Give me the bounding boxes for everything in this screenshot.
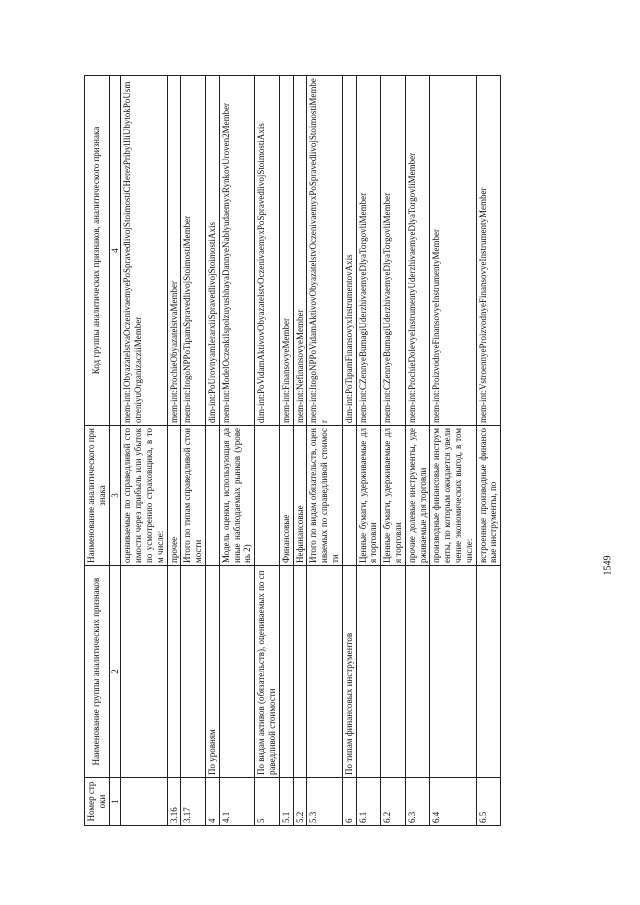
group-name-cell: По уровням [205,566,219,778]
group-name-cell: По видам активов (обязательств), оцениваемых по справедливой стоимости [255,566,280,778]
attribute-name-cell [342,426,356,566]
table-row [342,76,356,826]
table-row [356,76,381,826]
row-number-cell: 5.2 [293,778,307,826]
row-number-cell: 4.1 [219,778,254,826]
table-row [181,76,206,826]
header-group-name: Наименование группы аналитических признаков [85,566,110,778]
code-cell: dim-int:PoVidamAktivovObyazatelstvOczenivaemyxPoSpravedlivojStoimostiAxis [255,76,280,426]
group-name-cell [405,566,430,778]
row-number-cell: 6 [342,778,356,826]
code-cell: mem-int:NefinansovyeMember [293,76,307,426]
code-cell: mem-int:ProizvodnyeFinansovyeInstrumentyMember [430,76,476,426]
attribute-name-cell: Финансовые [279,426,293,566]
table-row [307,76,342,826]
group-name-cell [381,566,406,778]
row-number-cell: 6.5 [476,778,501,826]
attributes-table [84,75,501,826]
code-cell: dim-int:PoUrovnyamIerarxiiSpravedlivojStoimostiAxis [205,76,219,426]
attribute-name-cell [255,426,280,566]
index-cell: 3 [109,426,121,566]
code-cell: mem-int:IObyazatelstvaOczenivaemyePoSpravedlivojStoimostiCHerezPribylIliUbytokPoUsmotreniyuOrganizacziiMember [121,76,167,426]
header-row-number: Номер строки [85,778,110,826]
table-row [121,76,167,826]
code-cell: dim-int:PoTipamFinansovyxInstrumentovAxis [342,76,356,426]
group-name-cell [307,566,342,778]
attribute-name-cell: Итого по видам обязательств, оцениваемых по справедливой стоимости [307,426,342,566]
table-row [255,76,280,826]
code-cell: mem-int:ItogoNPPoVidamAktivovObyazatelstvOczenivaemyxPoSpravedlivojStoimostiMember [307,76,342,426]
table-row [293,76,307,826]
index-row [109,76,121,826]
attribute-name-cell: встроенные производные финансовые инструменты, по [476,426,501,566]
attribute-name-cell: Итого по типам справедливой стоимости [181,426,206,566]
row-number-cell: 5.3 [307,778,342,826]
attribute-name-cell: оцениваемые по справедливой стоимости через прибыль или убыток по усмотрению страховщика, в том числе: [121,426,167,566]
row-number-cell [121,778,167,826]
header-code: Код группы аналитических признаков, аналитического признака [85,76,110,426]
row-number-cell: 6.2 [381,778,406,826]
table-row [205,76,219,826]
group-name-cell [167,566,181,778]
attribute-name-cell: Ценные бумаги, удерживаемые для торговли [381,426,406,566]
table-row [430,76,476,826]
table-row [279,76,293,826]
code-cell: mem-int:ModelOczenkiIspolzuyushhayaDannyeNablyudaemyxRynkovUroven2Member [219,76,254,426]
attribute-name-cell: Ценные бумаги, удерживаемые для торговли [356,426,381,566]
group-name-cell [279,566,293,778]
attribute-name-cell: Нефинансовые [293,426,307,566]
code-cell: mem-int:FinansovyeMember [279,76,293,426]
row-number-cell: 6.1 [356,778,381,826]
table-row [219,76,254,826]
table-body [121,76,501,826]
row-number-cell: 3.16 [167,778,181,826]
table-row [476,76,501,826]
row-number-cell: 5.1 [279,778,293,826]
group-name-cell [181,566,206,778]
code-cell: mem-int:CZennyeBumagiUderzhivaemyeDlyaTorgovliMember [356,76,381,426]
group-name-cell [293,566,307,778]
index-cell: 4 [109,76,121,426]
attribute-name-cell: прочие долевые инструменты, удерживаемые для торговли [405,426,430,566]
row-number-cell: 5 [255,778,280,826]
table-row [405,76,430,826]
attribute-name-cell: прочее [167,426,181,566]
row-number-cell: 4 [205,778,219,826]
attribute-name-cell [205,426,219,566]
code-cell: mem-int:ProchieObyazatelstvaMember [167,76,181,426]
index-cell: 2 [109,566,121,778]
code-cell: mem-int:VstroennyeProizvodnyeFinansovyeInstrumentyMember [476,76,501,426]
page-number: 1549 [602,555,614,576]
table-row [381,76,406,826]
group-name-cell [430,566,476,778]
code-cell: mem-int:CZennyeBumagiUderzhivaemyeDlyaTorgovliMember [381,76,406,426]
code-cell: mem-int:ProchieDolevyeInstrumentyUderzhivaemyeDlyaTorgovliMember [405,76,430,426]
rotated-table-container [84,76,592,826]
group-name-cell: По типам финансовых инструментов [342,566,356,778]
attribute-name-cell: производные финансовые инструменты, по которым ожидается увеличение экономических выгод, в том числе: [430,426,476,566]
index-cell: 1 [109,778,121,826]
code-cell: mem-int:ItogoNPPoTipamSpravedlivojStoimostiMember [181,76,206,426]
attribute-name-cell: Модель оценки, использующая данные наблюдаемых рынков (уровень 2) [219,426,254,566]
group-name-cell [356,566,381,778]
table-row [167,76,181,826]
group-name-cell [121,566,167,778]
row-number-cell: 6.4 [430,778,476,826]
row-number-cell: 6.3 [405,778,430,826]
header-attribute-name: Наименование аналитического признака [85,426,110,566]
header-row [85,76,110,826]
row-number-cell: 3.17 [181,778,206,826]
group-name-cell [219,566,254,778]
group-name-cell [476,566,501,778]
